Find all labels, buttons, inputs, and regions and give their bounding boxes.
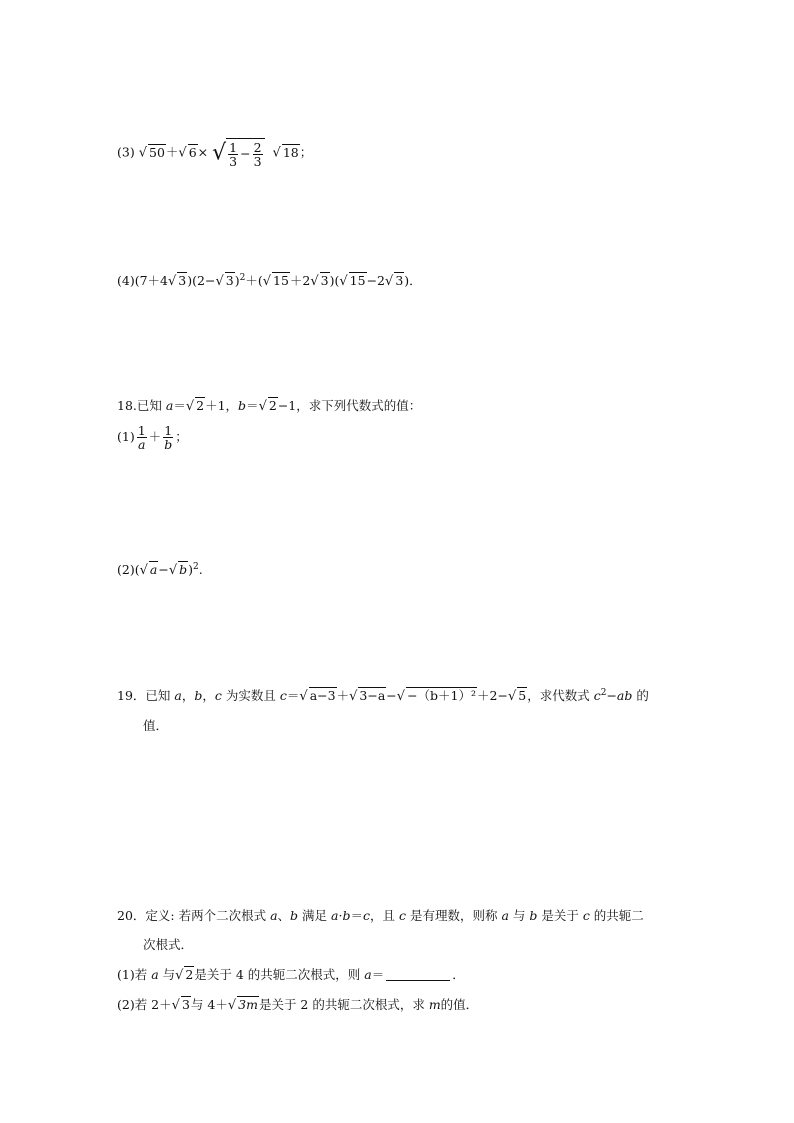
radicand: 18 [282,144,299,160]
question-19-line-1: 19．已知 a，b，c 为实数且 c＝√ a−3＋√ 3−a−√ −（b＋1）²＋2−√ 5，求代数式 $c^2-ab$ 的 [117,687,649,704]
question-20-part-2: (2)若 2＋√ 3与 4＋√ 3m是关于 2 的共轭二次根式，求 m的值． [117,997,479,1013]
radicand: 50 [149,144,165,160]
question-18-part-1: (1) $\frac{1}{a}$ ＋ $\frac{1}{b}$ ； [117,423,188,453]
problem-3: (3) √ 50＋√ 6× √ $\frac{1}{3}$ − $\frac{2}{3}$ √ 18； [117,140,313,170]
fraction: $\frac{1}{a}$ [137,423,146,453]
problem-3-label: (3) [117,144,135,160]
question-20-part-1: (1)若 a 与√ 2是关于 4 的共轭二次根式，则 a＝ ． [117,967,465,983]
times-sign: × [197,144,209,160]
sqrt-sign: √ [138,145,147,161]
radicand: 6 [188,144,197,160]
problem-4: (4)(7＋4√ 3)(2−√ 3)$^2$＋(√ 15＋2√ 3)(√ 15−2√ 3)． [117,272,422,289]
question-19-line-2: 值． [143,718,169,733]
fraction: $\frac{1}{b}$ [164,423,173,453]
fraction: $\frac{1}{3}$ [229,140,238,170]
big-radical: √ $\frac{1}{3}$ − $\frac{2}{3}$ [212,138,264,168]
sqrt-sign: √ [178,145,187,161]
fraction: $\frac{2}{3}$ [253,140,262,170]
question-20-line-2: 次根式． [143,937,194,952]
sqrt-sign: √ [272,145,281,161]
question-18-part-2: (2)(√ a−√ b)$^2$. [117,562,203,579]
answer-blank[interactable] [386,979,450,981]
question-20-line-1: 20．定义: 若两个二次根式 a、b 满足 a·b＝c，且 c 是有理数，则称 a 与 b 是关于 c 的共轭二 [117,908,644,923]
question-18-stem: 18.已知 a＝√ 2＋1，b＝√ 2−1，求下列代数式的值： [117,398,422,414]
